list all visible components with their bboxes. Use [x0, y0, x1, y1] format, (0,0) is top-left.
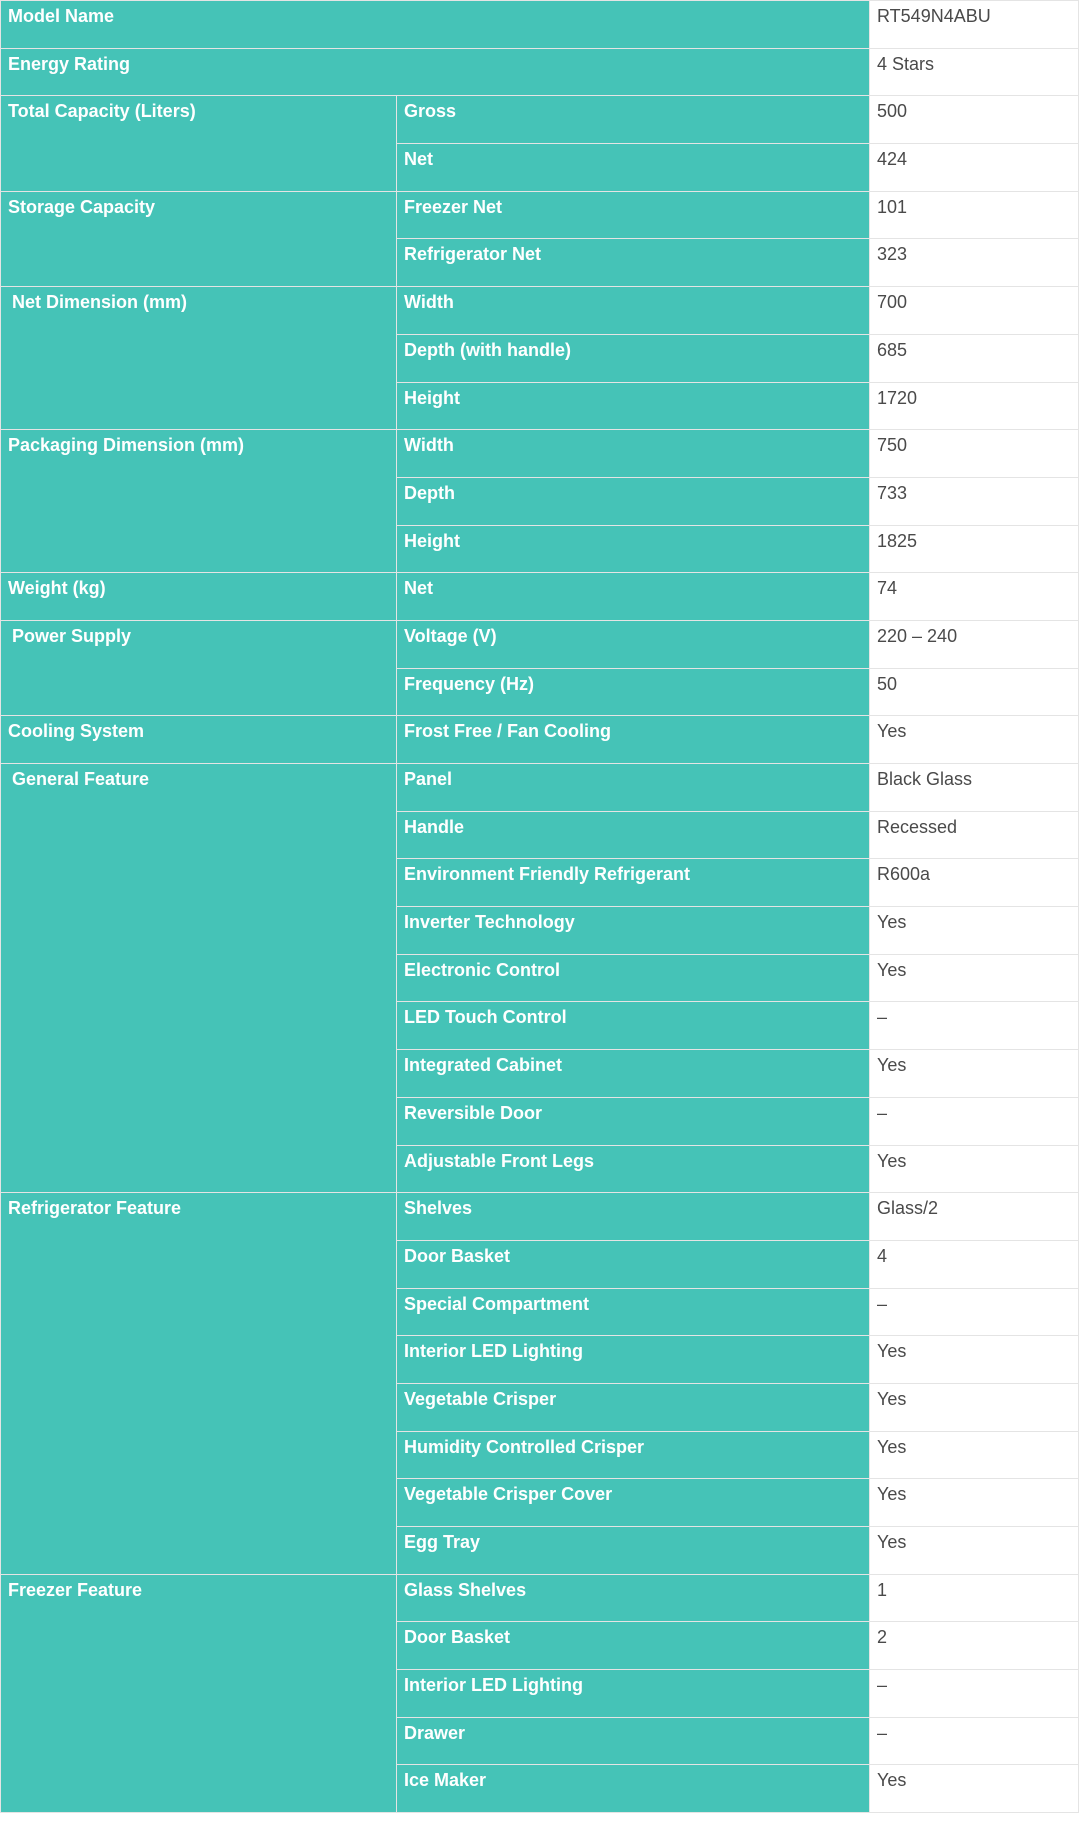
row-value: Yes — [870, 1765, 1079, 1813]
row-value: 4 Stars — [870, 48, 1079, 96]
table-row — [1, 430, 1079, 478]
row-value: Glass/2 — [870, 1193, 1079, 1241]
row-label: Electronic Control — [397, 954, 870, 1002]
row-label: Drawer — [397, 1717, 870, 1765]
row-value: – — [870, 1670, 1079, 1718]
table-row — [1, 764, 1079, 812]
row-value: Yes — [870, 1527, 1079, 1575]
row-value: 2 — [870, 1622, 1079, 1670]
row-label: Gross — [397, 96, 870, 144]
group-label: Storage Capacity — [1, 191, 397, 286]
row-label: Glass Shelves — [397, 1574, 870, 1622]
row-label: Model Name — [1, 1, 870, 49]
row-label: Net — [397, 573, 870, 621]
group-label: Packaging Dimension (mm) — [1, 430, 397, 573]
row-value: 500 — [870, 96, 1079, 144]
row-label: Egg Tray — [397, 1527, 870, 1575]
row-label: Environment Friendly Refrigerant — [397, 859, 870, 907]
spec-table-body — [1, 1, 1079, 1813]
row-value: 4 — [870, 1240, 1079, 1288]
row-label: Frost Free / Fan Cooling — [397, 716, 870, 764]
table-row — [1, 1574, 1079, 1622]
group-label: Power Supply — [1, 620, 397, 715]
group-label: Refrigerator Feature — [1, 1193, 397, 1575]
row-label: Shelves — [397, 1193, 870, 1241]
table-row — [1, 1, 1079, 49]
table-row — [1, 716, 1079, 764]
row-value: Black Glass — [870, 764, 1079, 812]
row-value: 50 — [870, 668, 1079, 716]
row-value: 323 — [870, 239, 1079, 287]
row-label: Width — [397, 287, 870, 335]
row-label: Depth — [397, 477, 870, 525]
row-label: Humidity Controlled Crisper — [397, 1431, 870, 1479]
row-label: Door Basket — [397, 1622, 870, 1670]
table-row — [1, 191, 1079, 239]
row-value: 1720 — [870, 382, 1079, 430]
row-value: RT549N4ABU — [870, 1, 1079, 49]
row-label: Energy Rating — [1, 48, 870, 96]
row-label: Interior LED Lighting — [397, 1670, 870, 1718]
row-label: Interior LED Lighting — [397, 1336, 870, 1384]
row-label: Adjustable Front Legs — [397, 1145, 870, 1193]
row-value: Recessed — [870, 811, 1079, 859]
row-value: – — [870, 1717, 1079, 1765]
row-value: Yes — [870, 1145, 1079, 1193]
table-row — [1, 573, 1079, 621]
group-label: Cooling System — [1, 716, 397, 764]
row-label: LED Touch Control — [397, 1002, 870, 1050]
row-value: Yes — [870, 716, 1079, 764]
row-value: Yes — [870, 954, 1079, 1002]
row-value: R600a — [870, 859, 1079, 907]
row-value: 1 — [870, 1574, 1079, 1622]
row-value: 733 — [870, 477, 1079, 525]
table-row — [1, 96, 1079, 144]
row-label: Width — [397, 430, 870, 478]
row-value: 700 — [870, 287, 1079, 335]
row-value: 101 — [870, 191, 1079, 239]
row-label: Voltage (V) — [397, 620, 870, 668]
row-value: Yes — [870, 1336, 1079, 1384]
row-label: Net — [397, 144, 870, 192]
row-value: 1825 — [870, 525, 1079, 573]
table-row — [1, 48, 1079, 96]
table-row — [1, 620, 1079, 668]
row-label: Height — [397, 525, 870, 573]
row-label: Handle — [397, 811, 870, 859]
row-label: Refrigerator Net — [397, 239, 870, 287]
group-label: Total Capacity (Liters) — [1, 96, 397, 191]
row-value: Yes — [870, 1479, 1079, 1527]
row-value: 424 — [870, 144, 1079, 192]
row-value: – — [870, 1097, 1079, 1145]
row-label: Reversible Door — [397, 1097, 870, 1145]
row-value: – — [870, 1288, 1079, 1336]
row-value: 685 — [870, 334, 1079, 382]
row-label: Vegetable Crisper — [397, 1383, 870, 1431]
row-value: Yes — [870, 1050, 1079, 1098]
row-label: Freezer Net — [397, 191, 870, 239]
row-value: Yes — [870, 1431, 1079, 1479]
group-label: Freezer Feature — [1, 1574, 397, 1812]
row-value: 220 – 240 — [870, 620, 1079, 668]
row-label: Ice Maker — [397, 1765, 870, 1813]
row-label: Panel — [397, 764, 870, 812]
table-row — [1, 1193, 1079, 1241]
row-label: Depth (with handle) — [397, 334, 870, 382]
row-label: Vegetable Crisper Cover — [397, 1479, 870, 1527]
row-value: 750 — [870, 430, 1079, 478]
row-label: Door Basket — [397, 1240, 870, 1288]
row-value: – — [870, 1002, 1079, 1050]
group-label: Weight (kg) — [1, 573, 397, 621]
row-label: Integrated Cabinet — [397, 1050, 870, 1098]
row-label: Inverter Technology — [397, 907, 870, 955]
row-value: Yes — [870, 907, 1079, 955]
table-row — [1, 287, 1079, 335]
row-value: 74 — [870, 573, 1079, 621]
row-label: Frequency (Hz) — [397, 668, 870, 716]
row-value: Yes — [870, 1383, 1079, 1431]
group-label: Net Dimension (mm) — [1, 287, 397, 430]
group-label: General Feature — [1, 764, 397, 1193]
row-label: Special Compartment — [397, 1288, 870, 1336]
row-label: Height — [397, 382, 870, 430]
